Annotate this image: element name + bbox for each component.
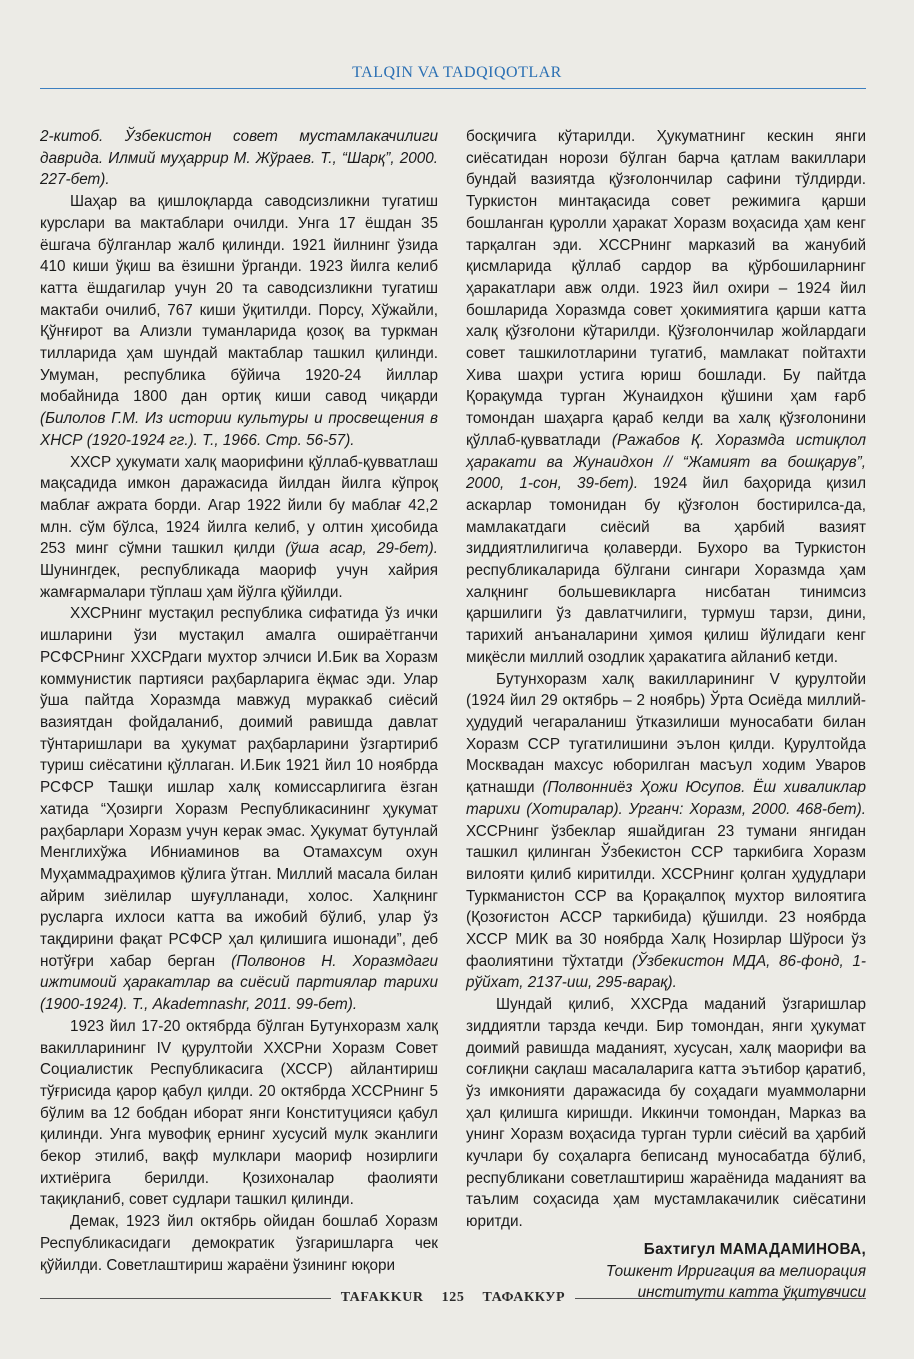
body-text: Шунингдек, республикада маориф учун хайрия жамғармалари тўплаш ҳам йўлга қўйилди. (40, 562, 438, 601)
body-text: босқичига кўтарилди. Ҳукуматнинг кескин янги сиёсатидан норози бўлган барча қатлам вакиллари бундай вазиятда қўзғолончилар сафини тўлдирди. Туркистон минтақасида совет режимига қарши бошланган қуролли ҳаракат Хоразм воҳасида ҳам кенг тарқалган эди. ХССРнинг марказий ва жанубий қисмларида қўллаб сардор ва қўрбошиларнинг ҳаракатлари авж олди. 1923 йил охири – 1924 йил бошларида Хоразмда совет ҳокимиятига қарши катта халқ қўзғолони кўтарилди. Қўзғолончилар жойлардаги совет ташкилотларини тугатиб, мамлакат пойтахти Хива шаҳри устига юриш бошлади. Бу пайтда Қорақумда турган Жунаидхон қўшини ҳам ғарб томондан шаҳарга қараб келди ва халқ қўзғолонини қўллаб-қувватлади (466, 128, 866, 449)
article-column-right (466, 126, 866, 1304)
author-first-name: Бахтигул (643, 1240, 716, 1258)
body-text: Шундай қилиб, ХХСРда маданий ўзгаришлар зиддиятли тарзда кечди. Бир томондан, янги ҳукумат доимий равишда маданият, хусусан, халқ маорифи ва соғлиқни сақлаш масалаларига катта эътибор қаратиб, ўз имконияти даражасида бу соҳадаги муаммоларни ҳал қилишга киришди. Иккинчи томондан, Марказ ва унинг Хоразм воҳасида турган турли сиёсий ва ҳарбий кучлари бу соҳаларга беписанд муносабатда бўлиб, республикани советлаштириш жараёнида маданият ва таълим соҳасида ҳам мустамлакачилик сиёсатини юритди. (466, 996, 866, 1231)
body-text: ХХСРнинг мустақил республика сифатида ўз ички ишларини ўзи мустақил амалга ошираётганчи РСФСРнинг ХХСРдаги мухтор элчиси И.Бик ва Хоразм коммунистик партияси раҳбарларига ёқмас эди. Улар ўша пайтда Хоразмда мавжуд мураккаб сиёсий вазиятдан фойдаланиб, доимий равишда давлат тўнтаришлари ва ҳукумат раҳбарларини ўзгартириб туриш сиёсатини қўллаган. И.Бик 1921 йил 10 ноябрда РСФСР Ташқи ишлар халқ комиссарлигига ёзган хатида “Ҳозирги Хоразм Республикасининг ҳукумат раҳбарлари Хоразм учун керак эмас. Ҳукумат бутунлай Менглихўжа Ибниаминов ва Отамахсум охун Муҳаммадраҳимов қўлига ўтган. Миллий масала билан айрим зиёлилар шуғулланади, холос. Халқнинг русларга ихлоси катта ва ижобий бўлиб, улар ўз тақдирини фақат РСФСР ҳал қилишига ишонади”, деб нотўғри хабар берган (40, 605, 438, 970)
paragraph (40, 603, 438, 1015)
citation-text: (Ражабов Қ. Хоразмда истиқлол ҳаракати ва Жунаидхон // “Жамият ва бошқарув”, 2000, 1-сон, 39-бет). (466, 431, 866, 493)
author-affiliation-line1: Тошкент Ирригация ва мелиорация (605, 1262, 866, 1280)
paragraph (466, 126, 866, 669)
paragraph (466, 669, 866, 995)
footer-journal-latin: TAFAKKUR (340, 1290, 424, 1305)
body-text: Бутунхоразм халқ вакилларининг V қурултойи (1924 йил 29 октябрь – 2 ноябрь) Ўрта Осиёда миллий-ҳудудий чегараланиш ўтказилиши муносабати билан Хоразм ССР тугатилишини эълон қилди. Қурултойда Москвадан махсус юборилган масъул ходим Уваров қатнашди (466, 670, 866, 797)
footer-rule-left (40, 1298, 331, 1299)
page-footer (40, 1290, 866, 1306)
body-text: 1924 йил баҳорида қизил аскарлар томонидан бу қўзғолон бостирилса-да, мамлакатдаги сиёсий ва ҳарбий вазият зиддиятлилигича қолаверди. Бухоро ва Туркистон республикаларида бўлгани сингари Хоразмда ҳам халқнинг большевикларга нисбатан тинимсиз қаршилиги ўз давлатчилиги, турмуш тарзи, дини, тарихий анъаналарини ҳимоя қилиш йўлидаги кенг миқёсли миллий озодлик ҳаракатига айланиб кетди. (466, 475, 867, 666)
author-name (466, 1239, 866, 1261)
header-rule (40, 88, 866, 89)
body-text: Шаҳар ва қишлоқларда саводсизликни тугатиш курслари ва мактаблари очилди. Унга 17 ёшдан 35 ёшгача бўлганлар жалб қилинди. 1921 йилнинг ўзида 410 киши ўқиш ва ёзишни ўрганди. 1923 йилга келиб катта ёшдагилар учун 20 та саводсизликни тугатиш мактаби очилиб, 767 киши ўқитилди. Порсу, Хўжайли, Қўнғирот ва Ализли туманларида қозоқ ва туркман тилларида ҳам шундай мактаблар ташкил қилинди. Умуман, республика бўйича 1920-24 йиллар мобайнида 1800 дан ортиқ киши савод чиқарди (40, 193, 438, 406)
body-text: Демак, 1923 йил октябрь ойидан бошлаб Хоразм Республикасидаги демократик ўзгаришларга чек қўйилди. Советлаштириш жараёни ўзининг юқори (40, 1213, 438, 1274)
running-header: TALQIN VA TADQIQOTLAR (352, 64, 562, 81)
citation-text: (Билолов Г.М. Из истории культуры и просвещения в ХНСР (1920-1924 гг.). Т., 1966. Стр. 56-57). (40, 410, 438, 449)
body-text: ХХСР ҳукумати халқ маорифини қўллаб-қувватлаш мақсадида имкон даражасида йилдан йилга кўпроқ маблағ ажрата борди. Агар 1922 йили бу маблағ 42,2 млн. сўм бўлса, 1924 йилга келиб, у олтин ҳисобида 253 минг сўмни ташкил қилди (40, 453, 438, 558)
citation-text: (Полвонниёз Ҳожи Юсупов. Ёш хиваликлар тарихи (Хотиралар). Урганч: Хоразм, 2000. 468-бет). (466, 779, 866, 818)
page-number: 125 (441, 1290, 465, 1305)
footer-journal-cyrillic: ТАФАККУР (482, 1290, 566, 1305)
body-text: 1923 йил 17-20 октябрда бўлган Бутунхоразм халқ вакилларининг IV қурултойи ХХСРни Хоразм Совет Социалистик Республикасига (ХССР) айлантириш тўғрисида қарор қабул қилди. 20 октябрда ХССРнинг 5 бўлим ва 12 бобдан иборат янги Конституцияси қабул қилинди. Унга мувофиқ ернинг хусусий мулк эканлиги бекор этилиб, вақф мулклари маориф нозирлиги ихтиёрига берилди. Қозихоналар фаолияти тақиқланиб, совет судлари ташкил қилинди. (40, 1017, 438, 1209)
author-affiliation-line2: институти катта ўқитувчиси (637, 1284, 866, 1302)
paragraph (466, 994, 866, 1233)
citation-text: (Ўзбекистон МДА, 86-фонд, 1-рўйхат, 2137-иш, 295-варақ). (466, 952, 866, 992)
paragraph (40, 452, 438, 604)
author-last-name: МАМАДАМИНОВА, (719, 1240, 866, 1258)
citation-text: (Полвонов Н. Хоразмдаги ижтимоий ҳаракатлар ва сиёсий партиялар тарихи (1900-1924). Т., Akademnashr, 2011. 99-бет). (40, 952, 438, 1014)
right-column-paragraphs (466, 126, 866, 1233)
paragraph (40, 1016, 438, 1211)
citation-text: 2-китоб. Ўзбекистон совет мустамлакачилиги даврида. Илмий муҳаррир М. Жўраев. Т., “Шарқ”, 2000. 227-бет). (40, 128, 438, 189)
paragraph (40, 1211, 438, 1276)
paragraph (40, 126, 438, 191)
article-column-left (40, 126, 438, 1276)
body-text: ХССРнинг ўзбеклар яшайдиган 23 тумани янгидан ташкил қилинган Ўзбекистон ССР таркибига Хоразм вилояти қилиб киритилди. ХССРнинг қолган ҳудудлари Туркманистон ССР ва Қорақалпоқ мухтор вилоятига (Қозоғистон АССР таркибида) қўшилди. 23 ноябрда ХССР МИК ва 30 ноябрда Халқ Нозирлар Шўроси ўз фаолиятини тўхтатди (466, 822, 866, 970)
footer-rule-right (575, 1298, 866, 1299)
citation-text: (ўша асар, 29-бет). (285, 540, 438, 558)
paragraph (40, 191, 438, 451)
